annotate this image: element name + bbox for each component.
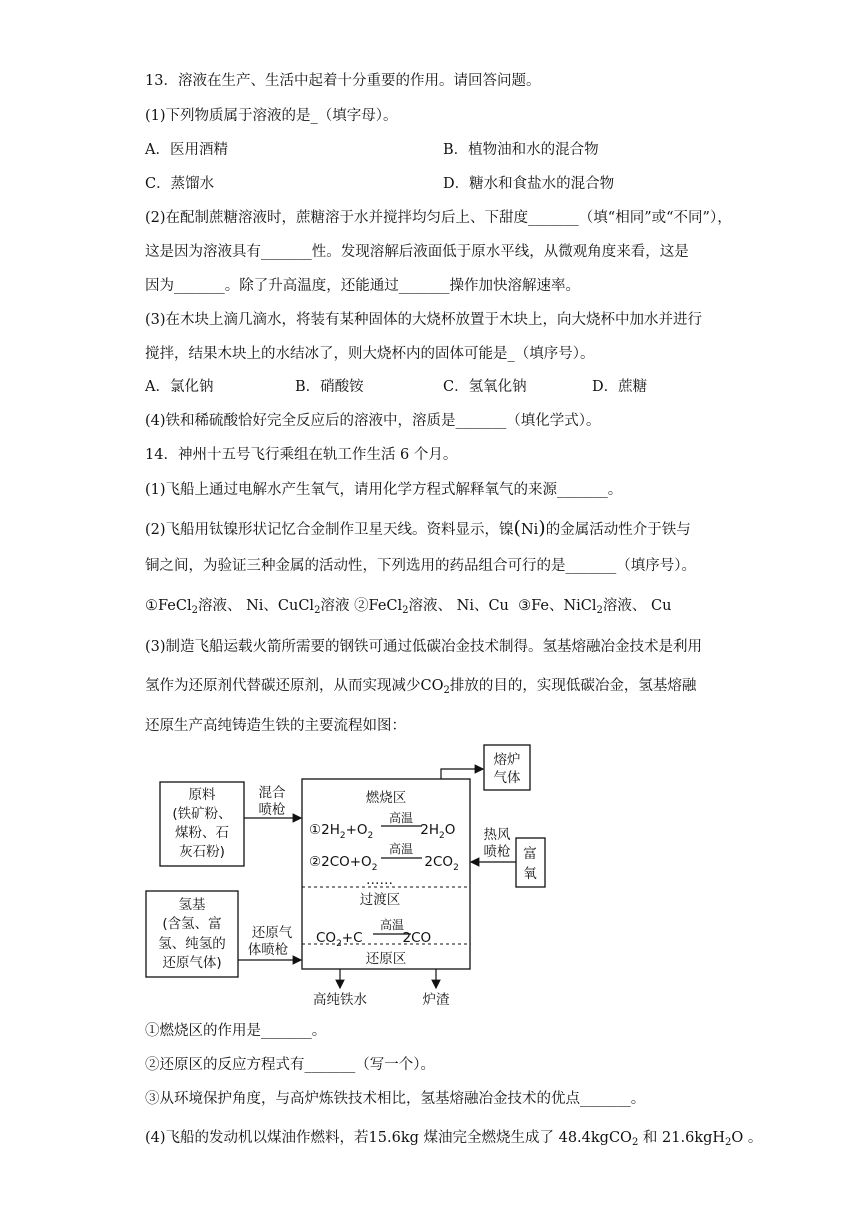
reduce-gun-label-1: 还原气 (251, 925, 293, 941)
q13-option-c: C．蒸馏水 (145, 176, 215, 192)
mix-gun-label-2: 喷枪 (258, 802, 286, 818)
q13-option-d: D．糖水和食盐水的混合物 (443, 176, 615, 192)
equation-1: $①2H_2+O_2$ $2H_2O$ (309, 822, 456, 841)
h-label-1: 氢基 (178, 897, 206, 913)
q13-part2-line3: 因为_______。除了升高温度，还能通过_______操作加快溶解速率。 (145, 278, 580, 294)
q13-part4: (4)铁和稀硫酸恰好完全反应后的溶液中，溶质是_______（填化学式）。 (145, 413, 601, 429)
hot-gun-label-2: 喷枪 (483, 844, 511, 860)
q14-part3-line3: 还原生产高纯铸造生铁的主要流程如图： (145, 718, 406, 734)
output-slag-label: 炉渣 (422, 992, 450, 1008)
q14-sub3: ③从环境保护角度，与高炉炼铁技术相比，氢基熔融冶金技术的优点_______。 (145, 1091, 646, 1107)
trans-zone-label: 过渡区 (359, 892, 401, 908)
q13-p3-option-b: B．硝酸铵 (295, 379, 364, 395)
q14-part2-options: ①FeCl$_2$溶液、 Ni、CuCl$_2$溶液 ②FeCl$_2$溶液、 Ni、Cu ③Fe、NiCl$_2$溶液、 Cu (145, 598, 672, 616)
hot-gun-label-1: 热风 (483, 827, 511, 843)
cond-label-2: 高温 (388, 842, 414, 856)
q14-part1: (1)飞船上通过电解水产生氧气，请用化学方程式解释氧气的来源_______。 (145, 482, 623, 498)
q13-part1: (1)下列物质属于溶液的是_（填字母）。 (145, 108, 398, 124)
q13-title: 13．溶液在生产、生活中起着十分重要的作用。请回答问题。 (145, 73, 541, 89)
q14-title: 14．神州十五号飞行乘组在轨工作生活 6 个月。 (145, 447, 458, 463)
q13-option-b: B．植物油和水的混合物 (443, 142, 599, 158)
q14-part2-line1: (2)飞船用钛镍形状记忆合金制作卫星天线。资料显示，镍(Ni)的金属活动性介于铁与 (145, 517, 691, 539)
q13-part2-line2: 这是因为溶液具有_______性。发现溶解后液面低于原水平线，从微观角度来看，这是 (145, 244, 689, 260)
q14-sub1: ①燃烧区的作用是_______。 (145, 1023, 327, 1039)
dots: …… (366, 872, 393, 888)
furnace-gas-label-1: 熔炉 (493, 752, 521, 768)
q14-sub2: ②还原区的反应方程式有_______（写一个）。 (145, 1057, 435, 1073)
raw-label-1: 原料 (188, 787, 216, 803)
h-label-4: 还原气体) (162, 955, 222, 971)
raw-label-4: 灰石粉) (179, 844, 225, 860)
oxygen-label-1: 富 (523, 846, 537, 862)
equation-2: $②2CO+O_2$ $2CO_2$ (309, 854, 459, 873)
q13-p3-option-a: A．氯化钠 (145, 379, 214, 395)
raw-label-2: (铁矿粉、 (172, 806, 232, 822)
furnace-gas-label-2: 气体 (493, 770, 521, 786)
h-label-2: (含氢、富 (162, 916, 222, 932)
burn-zone-label: 燃烧区 (365, 790, 407, 806)
raw-label-3: 煤粉、石 (175, 825, 229, 841)
output-iron-label: 高纯铁水 (313, 992, 367, 1008)
q13-part3-line1: (3)在木块上滴几滴水，将装有某种固体的大烧杯放置于木块上，向大烧杯中加水并进行 (145, 312, 703, 328)
q14-part3-line2: 氢作为还原剂代替碳还原剂，从而实现减少$CO_2$排放的目的，实现低碳冶金，氢基熔融 (145, 678, 697, 696)
reduce-zone-label: 还原区 (365, 951, 407, 967)
equation-3: $CO_2+C$ 2CO (316, 930, 432, 949)
cond-label-1: 高温 (388, 811, 414, 825)
q13-p3-option-d: D．蔗糖 (592, 379, 648, 395)
furnace-gas-arrow (441, 769, 483, 779)
q14-part4: (4)飞船的发动机以煤油作燃料，若15.6kg 煤油完全燃烧生成了 48.4kgCO$_2$ 和 21.6kgH$_2$O 。 (145, 1130, 763, 1148)
cond-label-3: 高温 (379, 918, 405, 932)
oxygen-label-2: 氧 (523, 866, 537, 882)
reduce-gun-label-2: 体喷枪 (247, 942, 289, 958)
h-label-3: 氢、纯氢的 (158, 936, 226, 952)
q13-p3-option-c: C．氢氧化钠 (443, 379, 527, 395)
q13-part2-line1: (2)在配制蔗糖溶液时，蔗糖溶于水并搅拌均匀后上、下甜度_______（填“相同”或“不同”）， (145, 210, 732, 226)
q13-part3-line2: 搅拌，结果木块上的水结冰了，则大烧杯内的固体可能是_（填序号）。 (145, 346, 595, 362)
q14-part3-line1: (3)制造飞船运载火箭所需要的钢铁可通过低碳冶金技术制得。氢基熔融冶金技术是利用 (145, 639, 703, 655)
q14-part2-line2: 铜之间，为验证三种金属的活动性，下列选用的药品组合可行的是_______（填序号）。 (145, 558, 696, 574)
mix-gun-label-1: 混合 (258, 785, 286, 801)
q13-option-a: A．医用酒精 (145, 142, 228, 158)
